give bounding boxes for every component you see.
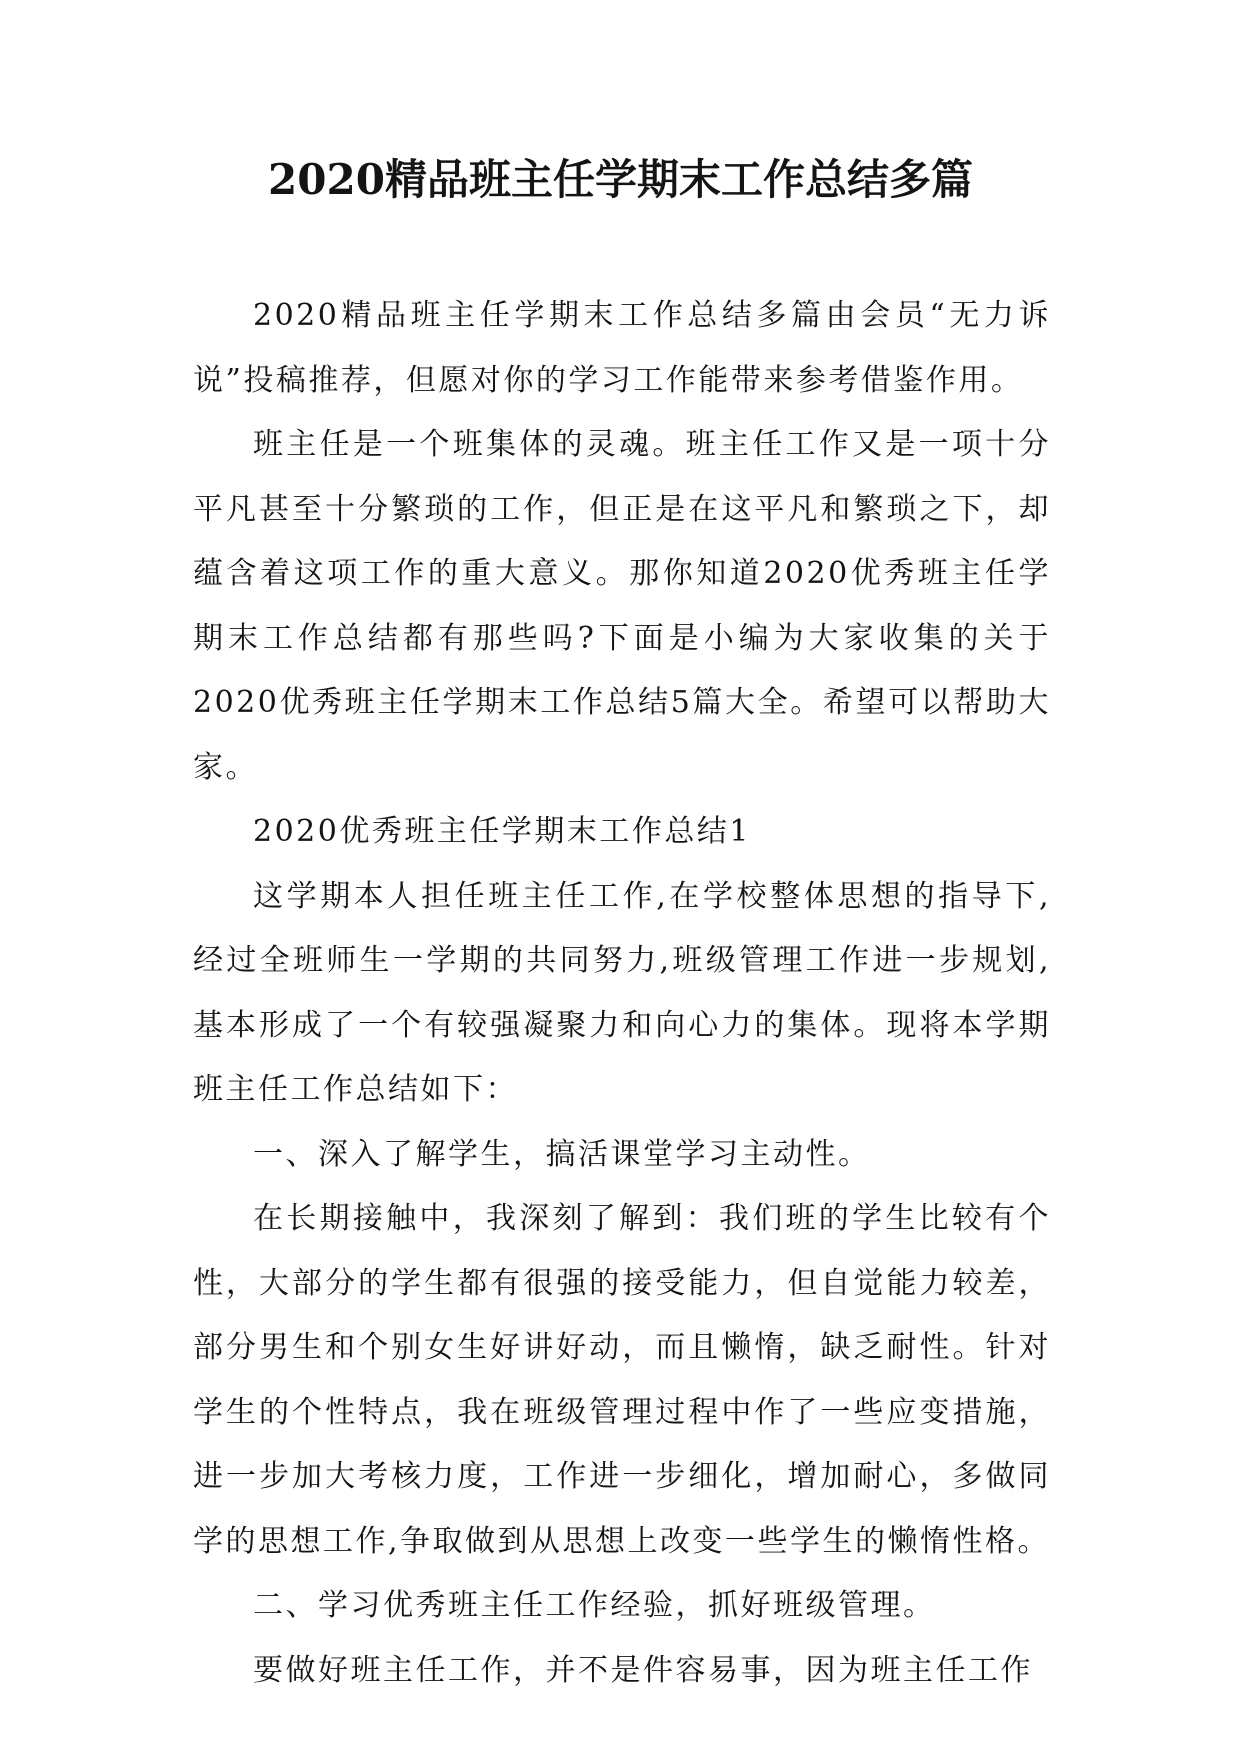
subheading-one: 一、深入了解学生，搞活课堂学习主动性。 [253, 1136, 871, 1172]
document-title: 2020精品班主任学期末工作总结多篇 [268, 155, 973, 204]
paragraph-overview: 班主任是一个班集体的灵魂。班主任工作又是一项十分平凡甚至十分繁琐的工作，但正是在这平凡和繁琐之下，却蕴含着这项工作的重大意义。那你知道2020优秀班主任学期末工作总结都有那些吗?下面是小编为大家收集的关于2020优秀班主任学期末工作总结5篇大全。希望可以帮助大家。 [193, 427, 1051, 785]
subheading-two: 二、学习优秀班主任工作经验，抓好班级管理。 [253, 1588, 936, 1623]
paragraph-intro: 2020精品班主任学期末工作总结多篇由会员“无力诉说”投稿推荐，但愿对你的学习工作能带来参考借鉴作用。 [193, 298, 1051, 398]
paragraph-students: 在长期接触中，我深刻了解到：我们班的学生比较有个性，大部分的学生都有很强的接受能力，但自觉能力较差，部分男生和个别女生好讲好动，而且懒惰，缺乏耐性。针对学生的个性特点，我在班级管理过程中作了一些应变措施，进一步加大考核力度，工作进一步细化，增加耐心，多做同学的思想工作,争取做到从思想上改变一些学生的懒惰性格。 [193, 1201, 1051, 1559]
section-heading-1: 2020优秀班主任学期末工作总结1 [253, 814, 751, 849]
paragraph-experience: 要做好班主任工作，并不是件容易事，因为班主任工作 [253, 1652, 1033, 1688]
paragraph-summary-intro: 这学期本人担任班主任工作,在学校整体思想的指导下,经过全班师生一学期的共同努力,班级管理工作进一步规划,基本形成了一个有较强凝聚力和向心力的集体。现将本学期班主任工作总结如下： [193, 878, 1051, 1107]
document-body [193, 284, 1051, 1703]
